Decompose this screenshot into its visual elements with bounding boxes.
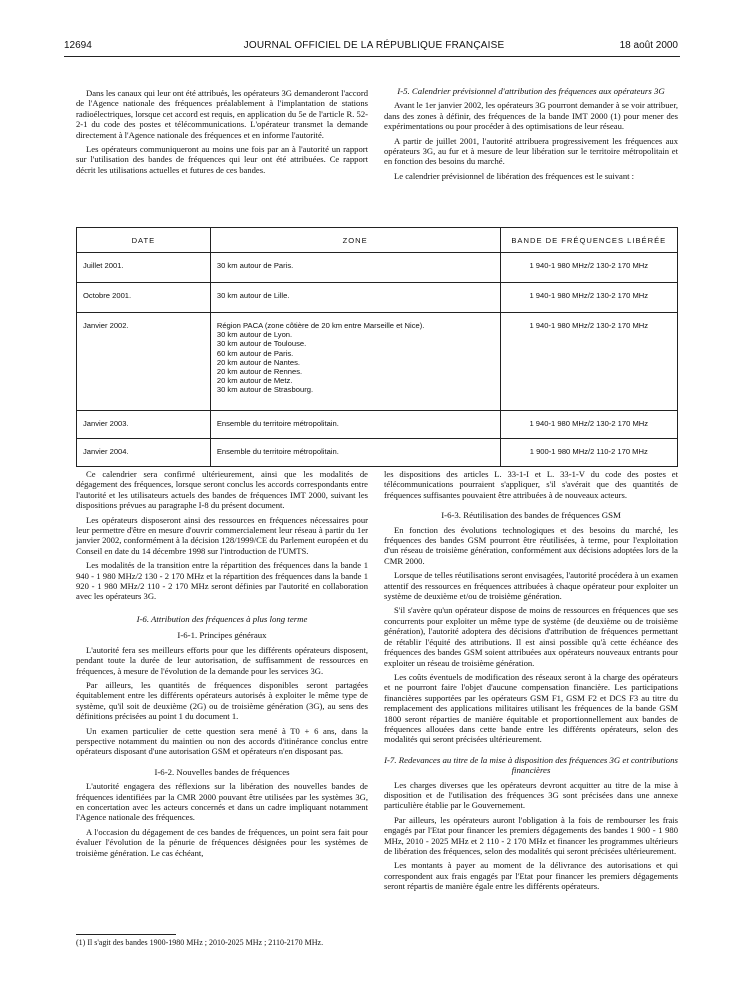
cell-date: Octobre 2001. xyxy=(77,283,211,313)
footnote: (1) Il s'agit des bandes 1900-1980 MHz ; 2010-2025 MHz ; 2110-2170 MHz. xyxy=(76,938,324,947)
column-header-band: BANDE DE FRÉQUENCES LIBÉRÉE xyxy=(500,228,677,253)
paragraph: Dans les canaux qui leur ont été attribués, les opérateurs 3G demanderont l'accord de l'Agence nationale des fréquences préalablement à l'implantation de stations radioélectriques, lorsque cet accord est requis, en application du 5e de l'article R. 52-2-1 du code des postes et télécommunications. L'opérateur transmet la demande directement à l'Agence nationale des fréquences et en informe l'autorité. xyxy=(76,88,368,140)
footnote-rule xyxy=(76,934,176,935)
table-row xyxy=(77,253,678,283)
subsection-heading-i61: I-6-1. Principes généraux xyxy=(177,630,267,641)
cell-date: Juillet 2001. xyxy=(77,253,211,283)
paragraph: Avant le 1er janvier 2002, les opérateurs 3G pourront demander à se voir attribuer, dans des zones à définir, des fréquences de la bande IMT 2000 (1) pour mener des expérimentations ou pour procéder à des optimisations de leur réseau. xyxy=(384,100,678,132)
top-left-column xyxy=(76,88,368,179)
cell-date: Janvier 2002. xyxy=(77,313,211,411)
cell-band: 1 940-1 980 MHz/2 130-2 170 MHz xyxy=(500,283,677,313)
table-row xyxy=(77,283,678,313)
paragraph: les dispositions des articles L. 33-1-I et L. 33-1-V du code des postes et télécommunications pourraient s'appliquer, s'il s'avérait que des quantités de fréquences suffisantes pouvaient être attribuées à de nouveaux acteurs. xyxy=(384,469,678,500)
top-right-column xyxy=(384,86,678,185)
section-heading-i7: I-7. Redevances au titre de la mise à disposition des fréquences 3G et contributions financières xyxy=(384,754,678,776)
table-row xyxy=(77,411,678,439)
bottom-left-column xyxy=(76,469,368,862)
journal-title: JOURNAL OFFICIEL DE LA RÉPUBLIQUE FRANÇAISE xyxy=(243,40,505,51)
bottom-right-column xyxy=(384,469,678,896)
paragraph: A l'occasion du dégagement de ces bandes de fréquences, un point sera fait pour évaluer l'évolution de la pénurie de fréquences désignées pour les systèmes de troisième génération. Le cas échéant, xyxy=(76,826,368,858)
cell-zone: Région PACA (zone côtière de 20 km entre Marseille et Nice). 30 km autour de Lyon. 30 km autour de Toulouse. 60 km autour de Paris. 20 km autour de Nantes. 20 km autour de Rennes. 20 km autour de Metz. 30 km autour de Strasbourg. xyxy=(210,313,500,411)
cell-date: Janvier 2003. xyxy=(77,411,211,439)
paragraph: Les montants à payer au moment de la délivrance des autorisations et qui correspondent aux frais engagés par l'Etat pour financer les premiers dégagements seront répartis de manière égale entre les différents opérateurs. xyxy=(384,860,678,892)
cell-zone: Ensemble du territoire métropolitain. xyxy=(210,411,500,439)
paragraph: Les opérateurs communiqueront au moins une fois par an à l'autorité un rapport sur l'utilisation des bandes de fréquences qui leur ont été attribuées. Ce rapport décrit les utilisations actuelles et futures de ces bandes. xyxy=(76,144,368,175)
section-heading-i6: I-6. Attribution des fréquences à plus long terme xyxy=(136,613,308,624)
column-header-zone: ZONE xyxy=(210,228,500,253)
issue-date: 18 août 2000 xyxy=(619,40,678,51)
header-rule xyxy=(64,56,680,57)
paragraph: L'autorité fera ses meilleurs efforts pour que les différents opérateurs disposent, pendant toute la durée de leur autorisation, de suffisamment de ressources en fréquences, à mesure de l'évolution de la demande pour les services 3G. xyxy=(76,644,368,676)
paragraph: Les charges diverses que les opérateurs devront acquitter au titre de la mise à disposition et de l'utilisation des fréquences 3G sont précisées dans une annexe particulière établie par le Gouvernement. xyxy=(384,779,678,811)
cell-zone: Ensemble du territoire métropolitain. xyxy=(210,439,500,467)
paragraph: Lorsque de telles réutilisations seront envisagées, l'autorité procédera à un examen attentif des ressources en fréquences attribuées à chaque opérateur pour exploiter un système de deuxième et/ou de troisième génération. xyxy=(384,570,678,602)
table-row xyxy=(77,439,678,467)
paragraph: En fonction des évolutions technologiques et des besoins du marché, les fréquences des bandes GSM pourront être réutilisées, à terme, pour l'exploitation d'un réseau de troisième génération, conformément aux décisions adoptées lors de la CMR 2000. xyxy=(384,524,678,566)
paragraph: Les modalités de la transition entre la répartition des fréquences dans la bande 1 940 - 1 980 MHz/2 130 - 2 170 MHz et la répartition des fréquences dans la bande 1 920 - 1 980 MHz/2 110 - 2 170 MHz seront définies par l'autorité en collaboration avec les opérateurs 3G. xyxy=(76,560,368,602)
cell-zone: 30 km autour de Paris. xyxy=(210,253,500,283)
cell-band: 1 940-1 980 MHz/2 130-2 170 MHz xyxy=(500,253,677,283)
paragraph: L'autorité engagera des réflexions sur la libération des nouvelles bandes de fréquences identifiées par la CMR 2000 pouvant être utilisées par les systèmes 3G, en concertation avec les acteurs concernés et dans un cadre impliquant notamment l'Agence nationale des fréquences. xyxy=(76,781,368,823)
page-header xyxy=(0,40,748,56)
paragraph: Par ailleurs, les quantités de fréquences disponibles seront partagées équitablement entre les différents opérateurs autorisés à exploiter le même type de système, qu'il soit de deuxième (2G) ou de troisième génération (3G), au sens des définitions précisées au point 1 du document 1. xyxy=(76,679,368,722)
page-number: 12694 xyxy=(64,40,92,51)
paragraph: Ce calendrier sera confirmé ultérieurement, ainsi que les modalités de dégagement des fréquences, lorsque seront conclus les accords correspondants entre l'autorité et les utilisateurs actuels des bandes de fréquences IMT 2000, suivant les dispositions prévues au paragraphe I-8 du présent document. xyxy=(76,469,368,511)
paragraph: A partir de juillet 2001, l'autorité attribuera progressivement les fréquences aux opérateurs 3G, au fur et à mesure de leur libération sur le territoire métropolitain et en fonction des besoins du marché. xyxy=(384,135,678,167)
cell-band: 1 900-1 980 MHz/2 110-2 170 MHz xyxy=(500,439,677,467)
table-row xyxy=(77,313,678,411)
paragraph: S'il s'avère qu'un opérateur dispose de moins de ressources en fréquences que ses concurrents pour exploiter un même type de système (de deuxième ou de troisième génération), l'autorité adoptera des décisions d'attribution de fréquences permettant de rétablir l'équité des attributions. Il est ainsi possible qu'à cette échéance des fréquences des bandes GSM soient attribuées aux opérateurs nouveaux entrants pour exploiter un réseau de troisième génération. xyxy=(384,605,678,668)
table-header-row xyxy=(77,228,678,253)
cell-band: 1 940-1 980 MHz/2 130-2 170 MHz xyxy=(500,411,677,439)
column-header-date: DATE xyxy=(77,228,211,253)
paragraph: Le calendrier prévisionnel de libération des fréquences est le suivant : xyxy=(394,170,635,181)
subsection-heading-i62: I-6-2. Nouvelles bandes de fréquences xyxy=(154,766,290,777)
cell-zone: 30 km autour de Lille. xyxy=(210,283,500,313)
cell-band: 1 940-1 980 MHz/2 130-2 170 MHz xyxy=(500,313,677,411)
paragraph: Un examen particulier de cette question sera mené à T0 + 6 ans, dans la perspective notamment du maintien ou non des accords d'itinérance conclus entre opérateurs disposant d'une autorisation GSM et opérateurs n'en disposant pas. xyxy=(76,725,368,757)
subsection-heading-i63: I-6-3. Réutilisation des bandes de fréquences GSM xyxy=(441,510,621,521)
paragraph: Les coûts éventuels de modification des réseaux seront à la charge des opérateurs et ne pourront faire l'objet d'aucune compensation financière. Les participations financières supportées par les opérateurs GSM F1, GSM F2 et DCS F3 au titre du remplacement des applications militaires utilisant les fréquences de la bande GSM 1800 seront réparties de manière équitable et proportionnellement aux bandes de fréquences allouées dans cette bande entre les différents opérateurs, selon des modalités qui seront précisées ultérieurement. xyxy=(384,671,678,745)
cell-date: Janvier 2004. xyxy=(77,439,211,467)
paragraph: Par ailleurs, les opérateurs auront l'obligation à la fois de rembourser les frais engagés par l'Etat pour financer les premiers dégagements des bandes 1 900 - 1 980 MHz, 2010 - 2025 MHz et 2 110 - 2 170 MHz et financer les programmes ultérieurs de libération des fréquences, selon des modalités qui seront précisées ultérieurement. xyxy=(384,814,678,856)
paragraph: Les opérateurs disposeront ainsi des ressources en fréquences nécessaires pour leur permettre d'être en mesure d'ouvrir commercialement leur réseau à partir du 1er janvier 2002, conformément à la décision 128/1999/CE du Parlement européen et du Conseil en date du 14 décembre 1998 sur l'introduction de l'UMTS. xyxy=(76,514,368,556)
frequency-calendar-table xyxy=(76,227,678,467)
section-heading-i5: I-5. Calendrier prévisionnel d'attribution des fréquences aux opérateurs 3G xyxy=(397,86,665,96)
